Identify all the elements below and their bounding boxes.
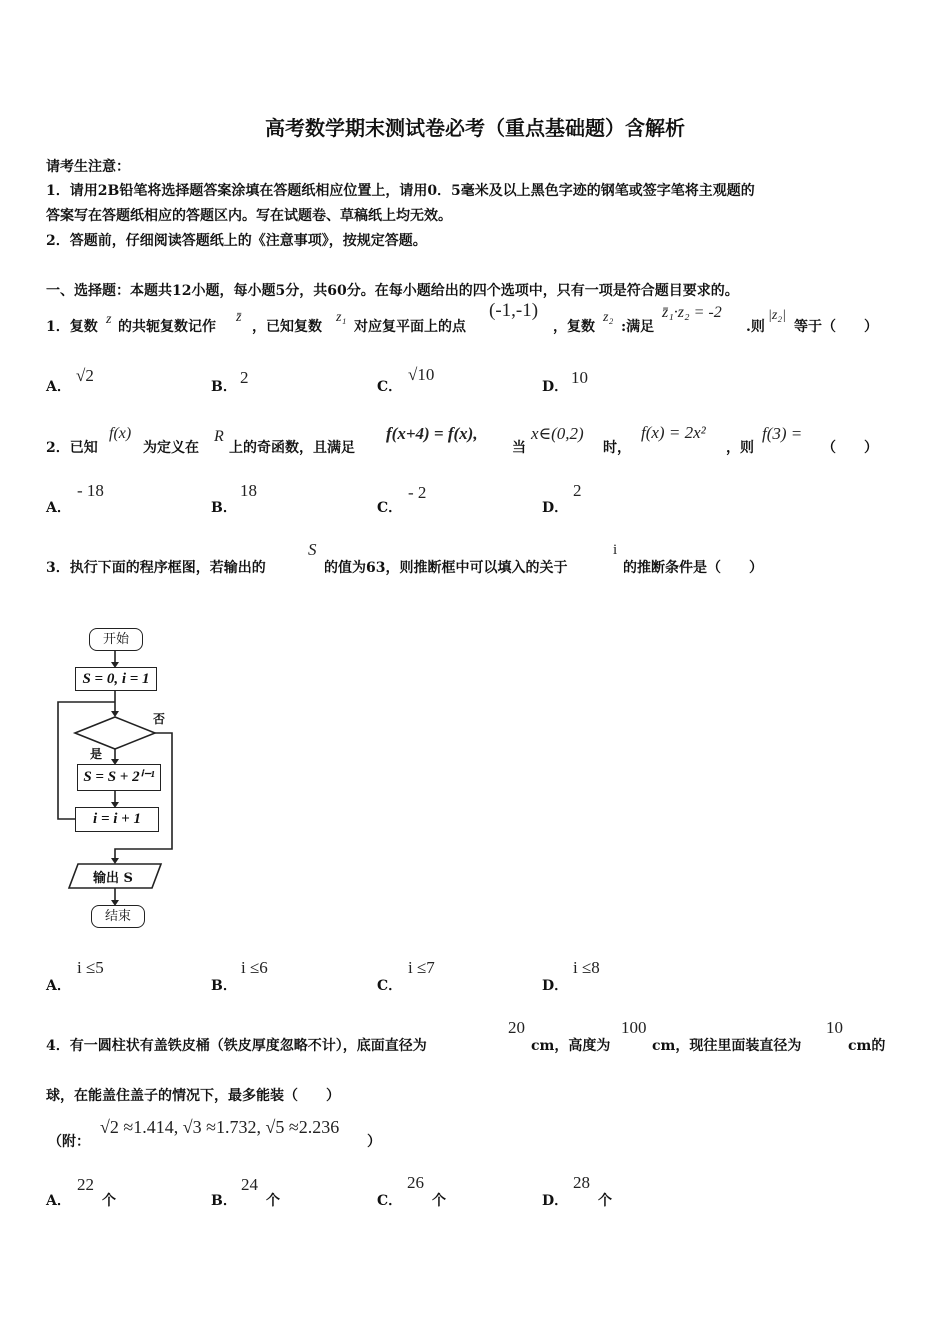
q1-text-7: .则 — [746, 319, 765, 335]
q1-text-5: ，复数 — [553, 319, 595, 335]
q3-text-1: 3．执行下面的程序框图，若输出的 — [46, 560, 266, 576]
q2-option-a-value: - 18 — [77, 481, 104, 500]
q1-math-modulus: |z₂| — [768, 308, 787, 323]
q3-option-a-value: i ≤5 — [77, 958, 104, 977]
q4-option-c-label[interactable]: C． — [377, 1193, 403, 1209]
q2-option-a-label[interactable]: A． — [46, 500, 71, 516]
q2-text-3: 上的奇函数，且满足 — [229, 440, 355, 456]
q1-math-condition: z̄₁·z₂ = -2 — [662, 304, 722, 321]
q3-option-b-value: i ≤6 — [241, 958, 268, 977]
q2-math-definition: f(x) = 2x² — [641, 423, 706, 442]
q1-option-b-label[interactable]: B． — [211, 379, 237, 395]
q4-math-height: 100 — [621, 1018, 647, 1037]
q1-text-4: 对应复平面上的点 — [354, 319, 466, 335]
q2-option-d-label[interactable]: D． — [542, 500, 569, 516]
q2-option-d-value: 2 — [573, 481, 582, 500]
q1-math-z2: z₂ — [603, 310, 614, 325]
q2-option-c-label[interactable]: C． — [377, 500, 403, 516]
flowchart-start: 开始 — [89, 628, 143, 651]
q3-option-c-value: i ≤7 — [408, 958, 435, 977]
q2-math-interval: x∈(0,2) — [531, 424, 584, 443]
q1-text-3: ，已知复数 — [252, 319, 322, 335]
q1-text-8: 等于（ ） — [794, 319, 878, 335]
q4-math-diameter: 20 — [508, 1018, 525, 1037]
flowchart-update: S = S + 2ⁱ⁻¹ — [77, 764, 161, 791]
flowchart-increment: i = i + 1 — [75, 807, 159, 832]
q4-note-close: ） — [367, 1134, 381, 1150]
q3-option-c-label[interactable]: C． — [377, 978, 403, 994]
q1-option-b-value: 2 — [240, 368, 249, 387]
q3-option-b-label[interactable]: B． — [211, 978, 237, 994]
q4-text-line2: 球，在能盖住盖子的情况下，最多能装（ ） — [46, 1088, 340, 1104]
q4-option-d-label[interactable]: D． — [542, 1193, 569, 1209]
q4-math-ball: 10 — [826, 1018, 843, 1037]
q1-text-2: 的共轭复数记作 — [118, 319, 216, 335]
q4-option-c-value: 26 — [407, 1173, 424, 1192]
q1-text-6: :满足 — [621, 319, 655, 335]
q3-math-i: i — [613, 542, 618, 558]
q1-math-z: z — [106, 312, 112, 327]
q4-text-4: cm的 — [848, 1038, 886, 1054]
q4-text-2: cm，高度为 — [531, 1038, 611, 1054]
notice-line-1b: 答案写在答题纸相应的答题区内。写在试题卷、草稿纸上均无效。 — [46, 208, 452, 224]
q1-option-a-value: √2 — [76, 366, 94, 385]
q3-option-a-label[interactable]: A． — [46, 978, 71, 994]
q4-note-open: （附： — [48, 1134, 90, 1150]
notice-label: 请考生注意： — [46, 159, 130, 175]
q3-math-s: S — [308, 540, 317, 559]
q2-text-2: 为定义在 — [143, 440, 199, 456]
q4-text-3: cm，现往里面装直径为 — [652, 1038, 802, 1054]
q2-math-period: f(x+4) = f(x), — [386, 424, 478, 443]
q2-text-4: 当 — [512, 440, 526, 456]
flowchart-no-label: 否 — [153, 712, 166, 726]
q4-option-b-label[interactable]: B． — [211, 1193, 237, 1209]
q4-option-a-value: 22 — [77, 1175, 94, 1194]
q2-option-c-value: - 2 — [408, 483, 427, 502]
q1-option-d-label[interactable]: D． — [542, 379, 569, 395]
q3-option-d-value: i ≤8 — [573, 958, 600, 977]
q1-math-point: (-1,-1) — [489, 300, 539, 321]
q2-text-6: ，则 — [726, 440, 754, 456]
q4-option-d-unit: 个 — [598, 1193, 612, 1209]
page-title: 高考数学期末测试卷必考（重点基础题）含解析 — [265, 116, 685, 140]
q3-text-2: 的值为63，则推断框中可以填入的关于 — [324, 560, 568, 576]
q1-option-d-value: 10 — [571, 368, 588, 387]
q1-option-a-label[interactable]: A． — [46, 379, 71, 395]
q1-option-c-label[interactable]: C． — [377, 379, 403, 395]
q2-text-7: （ ） — [822, 440, 878, 456]
q1-math-zbar: z̄ — [236, 310, 242, 325]
section-heading: 一、选择题：本题共12小题，每小题5分，共60分。在每小题给出的四个选项中，只有一项是符合题目要求的。 — [46, 283, 739, 299]
q2-option-b-value: 18 — [240, 481, 257, 500]
q2-math-f3: f(3) = — [762, 424, 803, 443]
q2-math-r: R — [214, 428, 224, 445]
q2-math-fx: f(x) — [109, 425, 132, 442]
q2-option-b-label[interactable]: B． — [211, 500, 237, 516]
q4-option-a-unit: 个 — [102, 1193, 116, 1209]
q4-option-a-label[interactable]: A． — [46, 1193, 71, 1209]
notice-line-1a: 1．请用2B铅笔将选择题答案涂填在答题纸相应位置上，请用0．5毫米及以上黑色字迹的钢笔或签字笔将主观题的 — [46, 183, 755, 199]
q3-text-3: 的推断条件是（ ） — [623, 560, 763, 576]
notice-line-2: 2．答题前，仔细阅读答题纸上的《注意事项》，按规定答题。 — [46, 233, 427, 249]
flowchart-yes-label: 是 — [90, 747, 103, 761]
q2-text-5: 时， — [603, 440, 631, 456]
q1-option-c-value: √10 — [408, 365, 435, 384]
q4-text-1: 4．有一圆柱状有盖铁皮桶（铁皮厚度忽略不计），底面直径为 — [46, 1038, 427, 1054]
q1-math-z1: z₁ — [336, 310, 347, 325]
q4-note-math: √2 ≈1.414, √3 ≈1.732, √5 ≈2.236 — [100, 1117, 340, 1137]
q4-option-b-value: 24 — [241, 1175, 258, 1194]
flowchart-output: 输出 S — [93, 871, 133, 886]
q1-text-1: 1．复数 — [46, 319, 98, 335]
flowchart-end: 结束 — [91, 905, 145, 928]
q4-option-b-unit: 个 — [266, 1193, 280, 1209]
q2-text-1: 2．已知 — [46, 440, 98, 456]
q3-option-d-label[interactable]: D． — [542, 978, 569, 994]
flowchart-init: S = 0, i = 1 — [75, 667, 157, 691]
q4-option-d-value: 28 — [573, 1173, 590, 1192]
q4-option-c-unit: 个 — [432, 1193, 446, 1209]
